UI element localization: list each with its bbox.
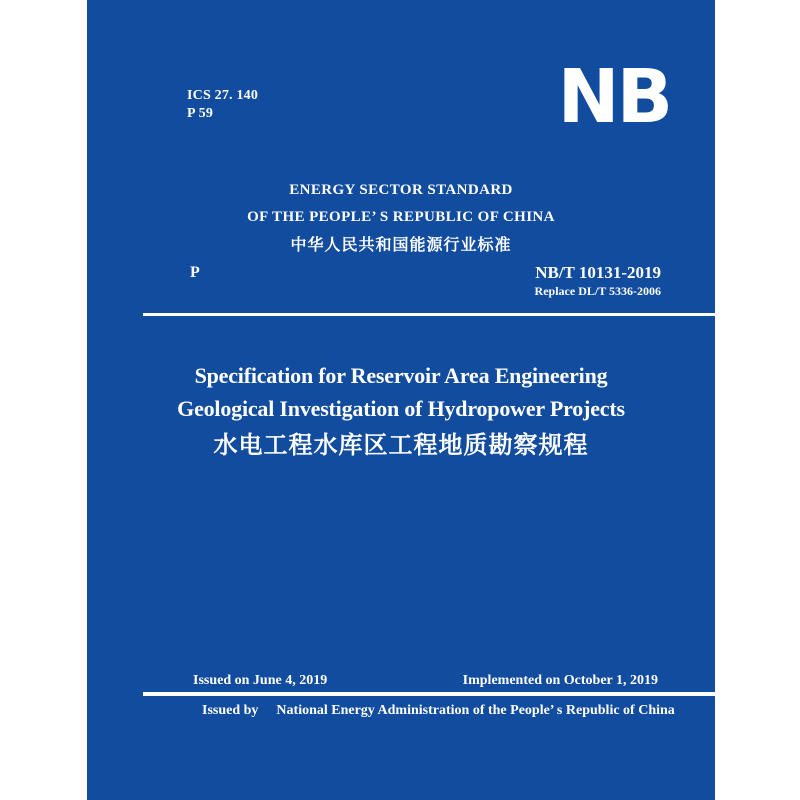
- standard-cover: [87, 0, 715, 800]
- title-zh: 水电工程水库区工程地质勘察规程: [213, 431, 589, 459]
- title-en-line1: Specification for Reservoir Area Engineering: [194, 363, 608, 388]
- ics-code: ICS 27. 140: [187, 88, 259, 103]
- standard-heading-zh: 中华人民共和国能源行业标准: [290, 235, 512, 254]
- classification-code: P 59: [187, 106, 214, 121]
- divider-bottom: [143, 692, 715, 696]
- code-row: [190, 261, 661, 299]
- standard-number: NB/T 10131-2019: [535, 263, 661, 282]
- standard-number-block: [535, 261, 661, 299]
- replaces-note: Replace DL/T 5336-2006: [534, 284, 661, 298]
- issued-by-label: Issued by: [202, 703, 259, 718]
- divider-top: [143, 313, 715, 316]
- standard-heading-en-line1: ENERGY SECTOR STANDARD: [289, 182, 513, 198]
- title-block: [87, 359, 715, 463]
- issued-date: Issued on June 4, 2019: [193, 673, 328, 688]
- dates-row: [193, 671, 658, 691]
- ics-codes-block: [187, 87, 258, 123]
- standard-heading-en-line2: OF THE PEOPLE’ S REPUBLIC OF CHINA: [247, 209, 555, 225]
- doc-class-letter: P: [190, 264, 200, 281]
- issuer-row: [202, 701, 715, 721]
- issued-by-value: National Energy Administration of the People’ s Republic of China: [276, 703, 675, 718]
- title-en-line2: Geological Investigation of Hydropower Projects: [177, 396, 625, 421]
- implemented-date: Implemented on October 1, 2019: [462, 673, 658, 688]
- nb-logo: NB: [557, 54, 670, 140]
- standard-heading: [87, 177, 715, 258]
